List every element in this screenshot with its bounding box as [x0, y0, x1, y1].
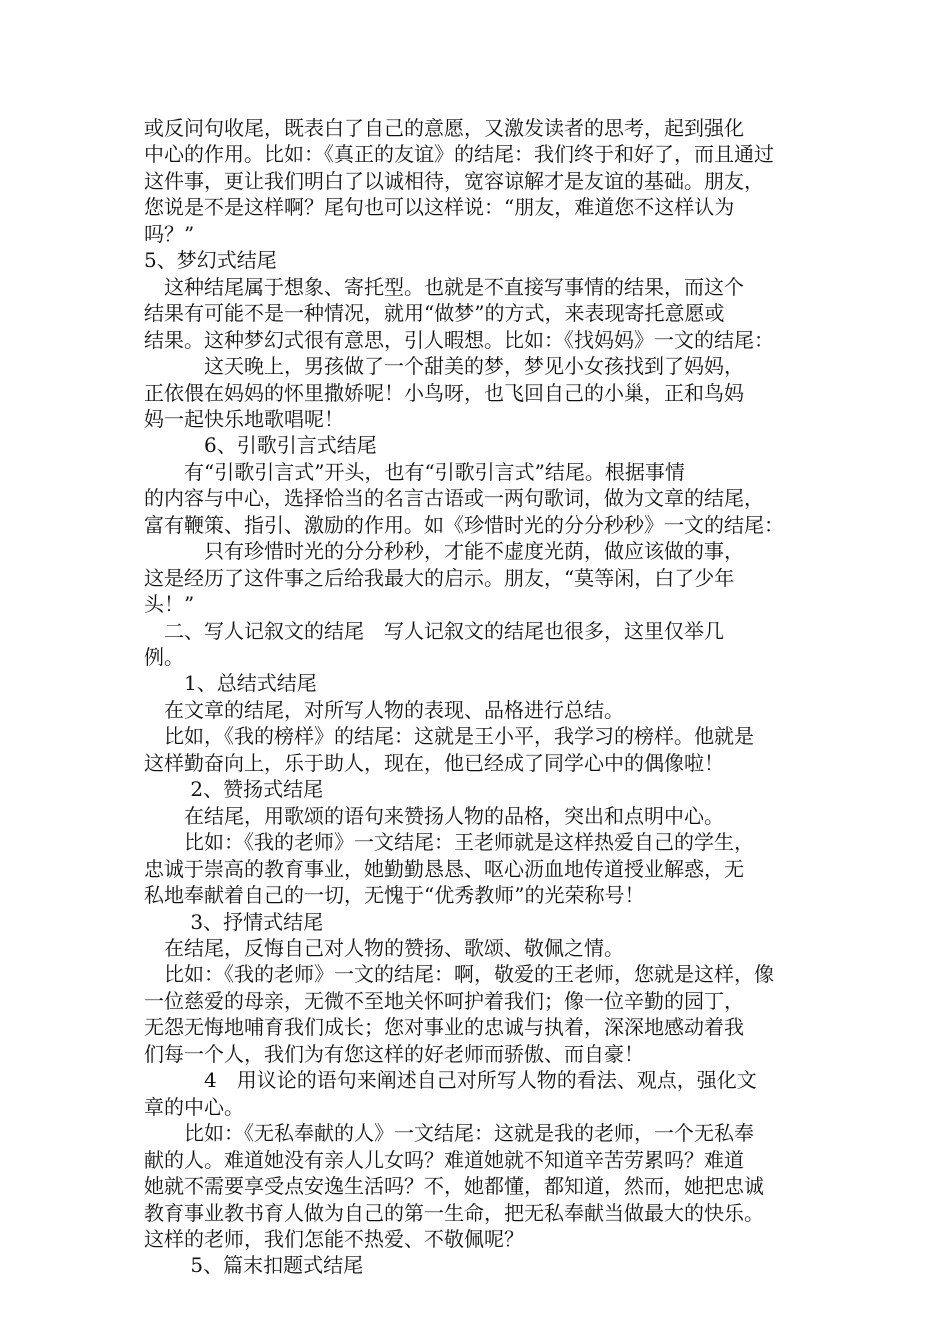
text-line: 只有珍惜时光的分分秒秒，才能不虚度光荫，做应该做的事，: [144, 539, 744, 564]
text-line: 吗？”: [144, 221, 195, 246]
text-line: 这样勤奋向上，乐于助人，现在，他已经成了同学心中的偶像啦！: [144, 750, 724, 775]
text-line: 这样的老师，我们怎能不热爱、不敬佩呢？: [144, 1226, 524, 1251]
text-line: 5、篇末扣题式结尾: [144, 1253, 364, 1278]
text-line: 章的中心。: [144, 1094, 244, 1119]
text-line: 这是经历了这件事之后给我最大的启示。朋友，“莫等闲，白了少年: [144, 565, 735, 590]
text-line: 私地奉献着自己的一切，无愧于“优秀教师”的光荣称号！: [144, 883, 645, 907]
text-line: 1、总结式结尾: [144, 671, 317, 696]
text-line: 在结尾，用歌颂的语句来赞扬人物的品格，突出和点明中心。: [144, 803, 724, 828]
text-line: 有“引歌引言式”开头，也有“引歌引言式”结尾。根据事情: [144, 459, 685, 484]
text-line: 这件事，更让我们明白了以诚相待，宽容谅解才是友谊的基础。朋友，: [144, 168, 764, 193]
text-line: 们每一个人，我们为有您这样的好老师而骄傲、而自豪！: [144, 1041, 644, 1066]
text-line: 这种结尾属于想象、寄托型。也就是不直接写事情的结果，而这个: [144, 274, 744, 299]
text-line: 比如：《我的老师》一文结尾：王老师就是这样热爱自己的学生，: [144, 830, 754, 855]
text-line: 忠诚于崇高的教育事业，她勤勤恳恳、呕心沥血地传道授业解惑，无: [144, 856, 744, 881]
text-line: 6、引歌引言式结尾: [144, 433, 377, 458]
text-line: 二、写人记叙文的结尾 写人记叙文的结尾也很多，这里仅举几: [144, 618, 724, 643]
text-line: 她就不需要享受点安逸生活吗？不，她都懂，都知道，然而，她把忠诚: [144, 1174, 764, 1198]
text-line: 您说是不是这样啊？尾句也可以这样说：“朋友，难道您不这样认为: [144, 195, 735, 220]
text-line: 妈一起快乐地歌唱呢！: [144, 406, 344, 431]
text-line: 在结尾，反悔自己对人物的赞扬、歌颂、敬佩之情。: [144, 935, 624, 960]
text-line: 或反问句收尾，既表白了自己的意愿，又激发读者的思考，起到强化: [144, 116, 744, 140]
text-line: 头！”: [144, 592, 195, 617]
text-line: 富有鞭策、指引、激励的作用。如《珍惜时光的分分秒秒》一文的结尾：: [144, 512, 784, 537]
text-line: 这天晚上，男孩做了一个甜美的梦，梦见小女孩找到了妈妈，: [144, 354, 744, 378]
text-line: 献的人。难道她没有亲人儿女吗？难道她就不知道辛苦劳累吗？难道: [144, 1147, 744, 1172]
text-line: 无怨无悔地哺育我们成长；您对事业的忠诚与执着，深深地感动着我: [144, 1015, 744, 1040]
text-line: 中心的作用。比如：《真正的友谊》的结尾：我们终于和好了，而且通过: [144, 142, 774, 167]
text-line: 的内容与中心，选择恰当的名言古语或一两句歌词，做为文章的结尾，: [144, 486, 764, 511]
text-line: 例。: [144, 645, 184, 669]
text-line: 一位慈爱的母亲，无微不至地关怀呵护着我们；像一位辛勤的园丁，: [144, 988, 744, 1013]
text-line: 5、梦幻式结尾: [144, 248, 277, 273]
text-line: 比如：《我的老师》一文的结尾：啊，敬爱的王老师，您就是这样，像: [144, 962, 774, 987]
text-line: 3、抒情式结尾: [144, 909, 324, 934]
text-line: 正依偎在妈妈的怀里撒娇呢！小鸟呀，也飞回自己的小巢，正和鸟妈: [144, 380, 744, 405]
text-line: 结果。这种梦幻式很有意思，引人暇想。比如：《找妈妈》一文的结尾：: [144, 327, 774, 352]
text-line: 在文章的结尾，对所写人物的表现、品格进行总结。: [144, 697, 624, 722]
text-line: 结果有可能不是一种情况，就用“做梦”的方式，来表现寄托意愿或: [144, 301, 725, 326]
text-line: 教育事业教书育人做为自己的第一生命，把无私奉献当做最大的快乐。: [144, 1200, 764, 1225]
text-line: 比如，《我的榜样》的结尾：这就是王小平，我学习的榜样。他就是: [144, 724, 754, 749]
text-line: 4 用议论的语句来阐述自己对所写人物的看法、观点，强化文: [144, 1068, 757, 1093]
text-line: 2、赞扬式结尾: [144, 777, 324, 802]
text-line: 比如：《无私奉献的人》一文结尾：这就是我的老师，一个无私奉: [144, 1121, 754, 1146]
